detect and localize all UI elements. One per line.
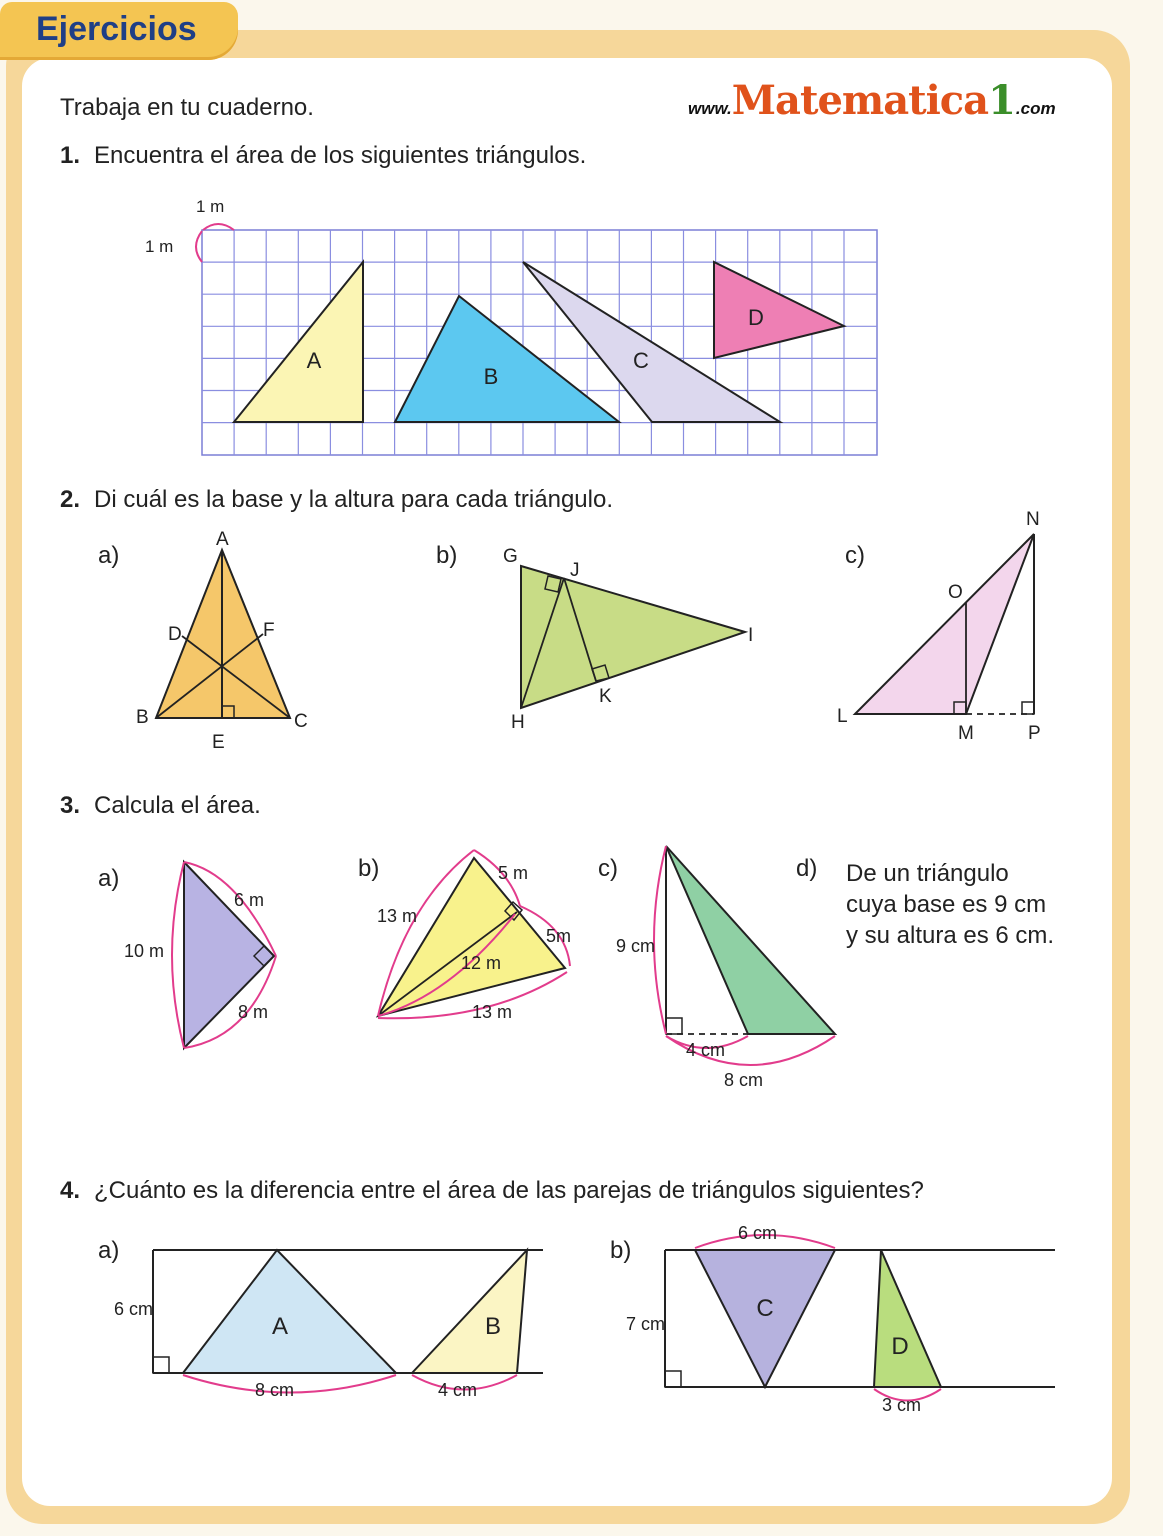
question-3: 3. Calcula el área. (60, 792, 261, 819)
q2-a-point-b: B (136, 707, 149, 728)
brand-logo: www.Matematica1.com (688, 77, 1056, 124)
q3-b-tag: b) (358, 855, 380, 882)
q4-b-tag: b) (610, 1237, 632, 1264)
q2-a-point-a: A (216, 529, 229, 550)
question-1: 1. Encuentra el área de los siguientes triángulos. (60, 142, 587, 169)
q2-c-point-m: M (958, 723, 974, 744)
q4-a-tag: a) (98, 1237, 120, 1264)
q1-unit-v: 1 m (145, 237, 174, 256)
q4-b-label-c: C (756, 1295, 774, 1322)
q1-unit-brace-h (203, 224, 234, 230)
q3-c-offset: 4 cm (686, 1040, 726, 1060)
q3-c-tag: c) (598, 855, 618, 882)
question-4: 4. ¿Cuánto es la diferencia entre el área de las parejas de triángulos siguientes? (60, 1177, 924, 1204)
q2-a-point-f: F (263, 620, 275, 641)
q4-b-base-d: 3 cm (882, 1395, 922, 1415)
q2-b-point-j: J (570, 560, 580, 581)
q4-b-top-c: 6 cm (738, 1223, 778, 1243)
q4-b-label-d: D (891, 1333, 909, 1360)
q3-c-height: 9 cm (616, 936, 656, 956)
q4-a-label-a: A (271, 1313, 289, 1340)
q2-c-point-n: N (1026, 509, 1040, 530)
q3-a-side-left: 10 m (124, 941, 165, 961)
q3-d-tag: d) (796, 855, 818, 882)
q3-c-base: 8 cm (724, 1070, 764, 1090)
q2-a-point-e: E (212, 732, 225, 753)
q4-b-height: 7 cm (626, 1314, 666, 1334)
q2-c-point-o: O (948, 582, 963, 603)
q2-figure-a (98, 529, 308, 753)
q4-figure-a (98, 1237, 543, 1400)
q2-b-tag: b) (436, 542, 458, 569)
q3-figure-c (598, 846, 835, 1090)
q3-b-middle: 12 m (461, 953, 502, 973)
q1-label-a: A (306, 348, 322, 373)
q4-a-height: 6 cm (114, 1299, 154, 1319)
q3-b-top-left: 13 m (377, 906, 418, 926)
q3-figure-a (98, 862, 276, 1048)
q1-label-c: C (633, 348, 649, 373)
question-2: 2. Di cuál es la base y la altura para cada triángulo. (60, 486, 613, 513)
q4-a-base-b: 4 cm (438, 1380, 478, 1400)
q3-b-bottom: 13 m (472, 1002, 513, 1022)
q3-a-side-top: 6 m (234, 890, 265, 910)
q2-figure-c (837, 509, 1041, 744)
q2-figure-b (436, 542, 753, 733)
q3-a-tag: a) (98, 865, 120, 892)
q3-d-text: De un triángulo cuya base es 9 cm y su altura es 6 cm. (846, 860, 1055, 949)
q3-figure-b (358, 850, 571, 1022)
q4-a-base-a: 8 cm (255, 1380, 295, 1400)
q2-b-point-k: K (599, 686, 612, 707)
q4-a-label-b: B (484, 1313, 502, 1340)
q2-a-tag: a) (98, 542, 120, 569)
section-title: Ejercicios (36, 10, 197, 48)
q2-c-point-l: L (837, 706, 848, 727)
q2-b-point-i: I (748, 625, 754, 646)
q2-a-point-d: D (168, 624, 182, 645)
q3-b-top-right: 5 m (498, 863, 529, 883)
q1-unit-h: 1 m (196, 197, 225, 216)
q2-a-point-c: C (294, 711, 308, 732)
q3-b-right: 5m (546, 926, 572, 946)
q3-a-side-bottom: 8 m (238, 1002, 269, 1022)
q1-unit-brace-v (196, 231, 202, 262)
intro-text: Trabaja en tu cuaderno. (60, 94, 314, 121)
q2-c-point-p: P (1028, 723, 1041, 744)
q4-figure-b (610, 1223, 1055, 1415)
q2-c-tag: c) (845, 542, 865, 569)
q2-b-point-h: H (511, 712, 525, 733)
q1-figure (145, 197, 877, 455)
q1-label-d: D (748, 305, 764, 330)
q1-label-b: B (483, 364, 499, 389)
q2-b-point-g: G (503, 546, 518, 567)
